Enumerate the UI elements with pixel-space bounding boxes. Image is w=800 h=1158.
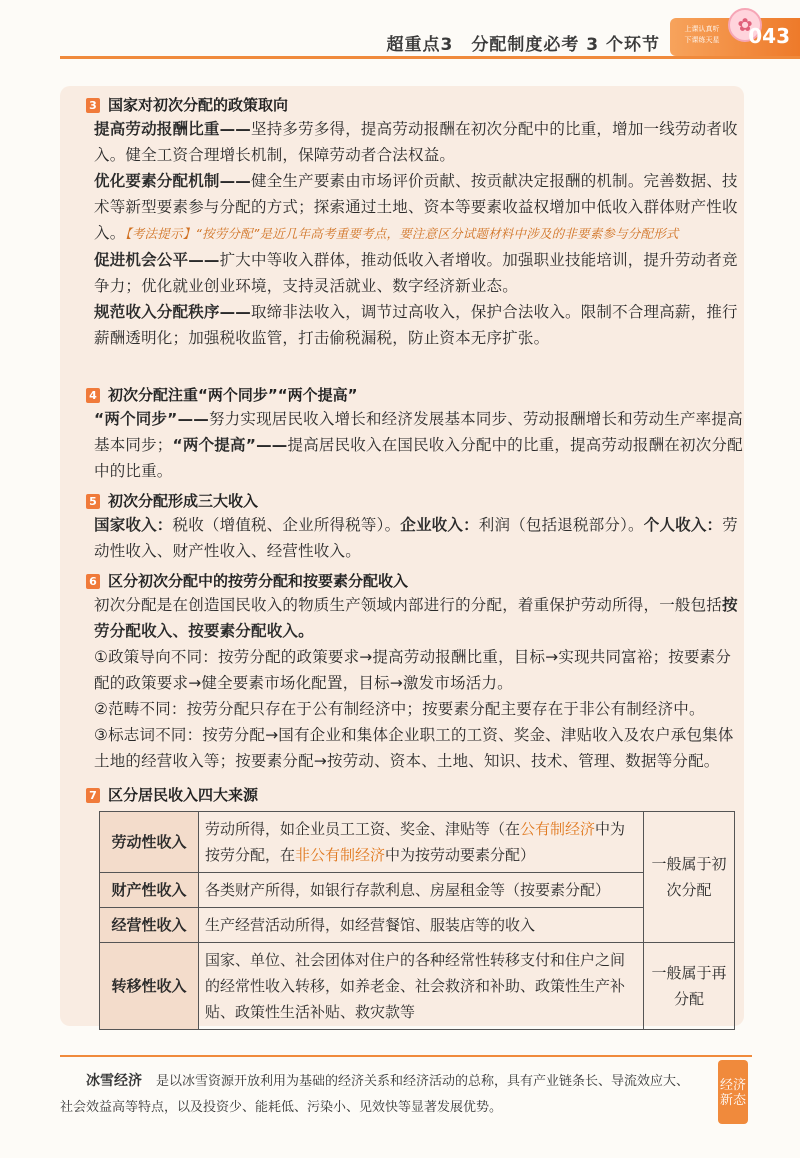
page-number: 043	[748, 24, 790, 48]
table-row	[100, 873, 735, 908]
section-title: 区分初次分配中的按劳分配和按要素分配收入	[108, 572, 409, 590]
section-title: 国家对初次分配的政策取向	[108, 96, 289, 114]
section-title: 区分居民收入四大来源	[108, 786, 259, 804]
paragraph: 促进机会公平——扩大中等收入群体，推动低收入者增收。加强职业技能培训，提升劳动者竞争力；优化就业创业环境，支持灵活就业、数字经济新业态。	[94, 251, 738, 295]
footer-term: 冰雪经济	[86, 1073, 142, 1089]
row-header: 劳动性收入	[100, 812, 199, 873]
category-cell: 一般属于初次分配	[644, 812, 735, 943]
table-row	[100, 943, 735, 1030]
paragraph: 初次分配是在创造国民收入的物质生产领域内部进行的分配，着重保护劳动所得，一般包括按劳分配收入、按要素分配收入。	[94, 596, 738, 640]
footer-divider	[60, 1055, 752, 1057]
row-header: 转移性收入	[100, 943, 199, 1030]
flower-icon: ✿	[728, 8, 762, 42]
paragraph: ②范畴不同：按劳分配只存在于公有制经济中；按要素分配主要存在于非公有制经济中。	[94, 700, 705, 718]
page-badge	[670, 14, 800, 56]
slogan-line-2: 下课练天星	[684, 36, 720, 44]
paragraph: 优化要素分配机制——健全生产要素由市场评价贡献、按贡献决定报酬的机制。完善数据、技术等新型要素参与分配的方式；探索通过土地、资本等要素收益权增加中低收入群体财产性收入。【考法提示】“按劳分配”是近几年高考重要考点，要注意区分试题材料中涉及的非要素参与分配形式	[94, 172, 738, 242]
table-cell: 国家、单位、社会团体对住户的各种经常性转移支付和住户之间的经常性收入转移，如养老金、社会救济和补助、政策性生产补贴、政策性生活补贴、救灾款等	[199, 943, 644, 1030]
section-number-badge: 5	[86, 494, 100, 509]
highlight-term: 非公有制经济	[295, 846, 386, 864]
exam-tip-note: 【考法提示】“按劳分配”是近几年高考重要考点，要注意区分试题材料中涉及的非要素参与分配形式	[125, 226, 679, 241]
slogan-line-1: 上课认真听	[684, 25, 720, 33]
paragraph: 国家收入：税收（增值税、企业所得税等）。企业收入：利润（包括退税部分）。个人收入：劳动性收入、财产性收入、经营性收入。	[94, 516, 738, 560]
table-cell: 各类财产所得，如银行存款利息、房屋租金等（按要素分配）	[199, 873, 644, 908]
header-title: 超重点3 分配制度必考 3 个环节	[386, 35, 660, 55]
header-divider	[60, 56, 800, 59]
highlight-term: 公有制经济	[520, 820, 596, 838]
row-header: 经营性收入	[100, 908, 199, 943]
table-row	[100, 908, 735, 943]
paragraph: ③标志词不同：按劳分配→国有企业和集体企业职工的工资、奖金、津贴收入及农户承包集体土地的经营收入等；按要素分配→按劳动、资本、土地、知识、技术、管理、数据等分配。	[94, 726, 734, 770]
section-heading	[86, 490, 746, 512]
section-6	[86, 570, 746, 774]
section-heading	[86, 384, 746, 406]
section-4	[86, 384, 746, 484]
section-title: 初次分配形成三大收入	[108, 492, 259, 510]
section-number-badge: 7	[86, 788, 100, 803]
table-row	[100, 812, 735, 873]
section-number-badge: 3	[86, 98, 100, 113]
section-3	[86, 94, 746, 351]
row-header: 财产性收入	[100, 873, 199, 908]
footer-note	[60, 1068, 700, 1121]
footer-text: 是以冰雪资源开放利用为基础的经济关系和经济活动的总称，具有产业链条长、导流效应大、社会效益高等特点，以及投资少、能耗低、污染小、见效快等显著发展优势。	[60, 1074, 690, 1115]
income-sources-table	[99, 811, 735, 1030]
section-heading	[86, 570, 746, 592]
paragraph: ①政策导向不同：按劳分配的政策要求→提高劳动报酬比重，目标→实现共同富裕；按要素分配的政策要求→健全要素市场化配置，目标→激发市场活力。	[94, 648, 732, 692]
section-7	[86, 784, 746, 806]
section-heading	[86, 94, 746, 116]
section-number-badge: 6	[86, 574, 100, 589]
paragraph: 提高劳动报酬比重——坚持多劳多得，提高劳动报酬在初次分配中的比重，增加一线劳动者收入。健全工资合理增长机制，保障劳动者合法权益。	[94, 120, 738, 164]
section-title: 初次分配注重“两个同步”“两个提高”	[108, 386, 358, 404]
section-number-badge: 4	[86, 388, 100, 403]
category-cell: 一般属于再分配	[644, 943, 735, 1030]
section-heading	[86, 784, 746, 806]
badge-slogan	[678, 24, 726, 46]
paragraph: “两个同步”——努力实现居民收入增长和经济发展基本同步、劳动报酬增长和劳动生产率提高基本同步；“两个提高”——提高居民收入在国民收入分配中的比重，提高劳动报酬在初次分配中的比重。	[94, 410, 743, 480]
paragraph: 规范收入分配秩序——取缔非法收入，调节过高收入，保护合法收入。限制不合理高薪，推行薪酬透明化；加强税收监管，打击偷税漏税，防止资本无序扩张。	[94, 303, 738, 347]
section-5	[86, 490, 746, 564]
page-header	[0, 0, 800, 62]
table-cell: 劳动所得，如企业员工工资、奖金、津贴等（在公有制经济中为按劳分配，在非公有制经济中为按劳动要素分配）	[199, 812, 644, 873]
table-cell: 生产经营活动所得，如经营餐馆、服装店等的收入	[199, 908, 644, 943]
side-tab: 经济新态	[718, 1060, 748, 1124]
